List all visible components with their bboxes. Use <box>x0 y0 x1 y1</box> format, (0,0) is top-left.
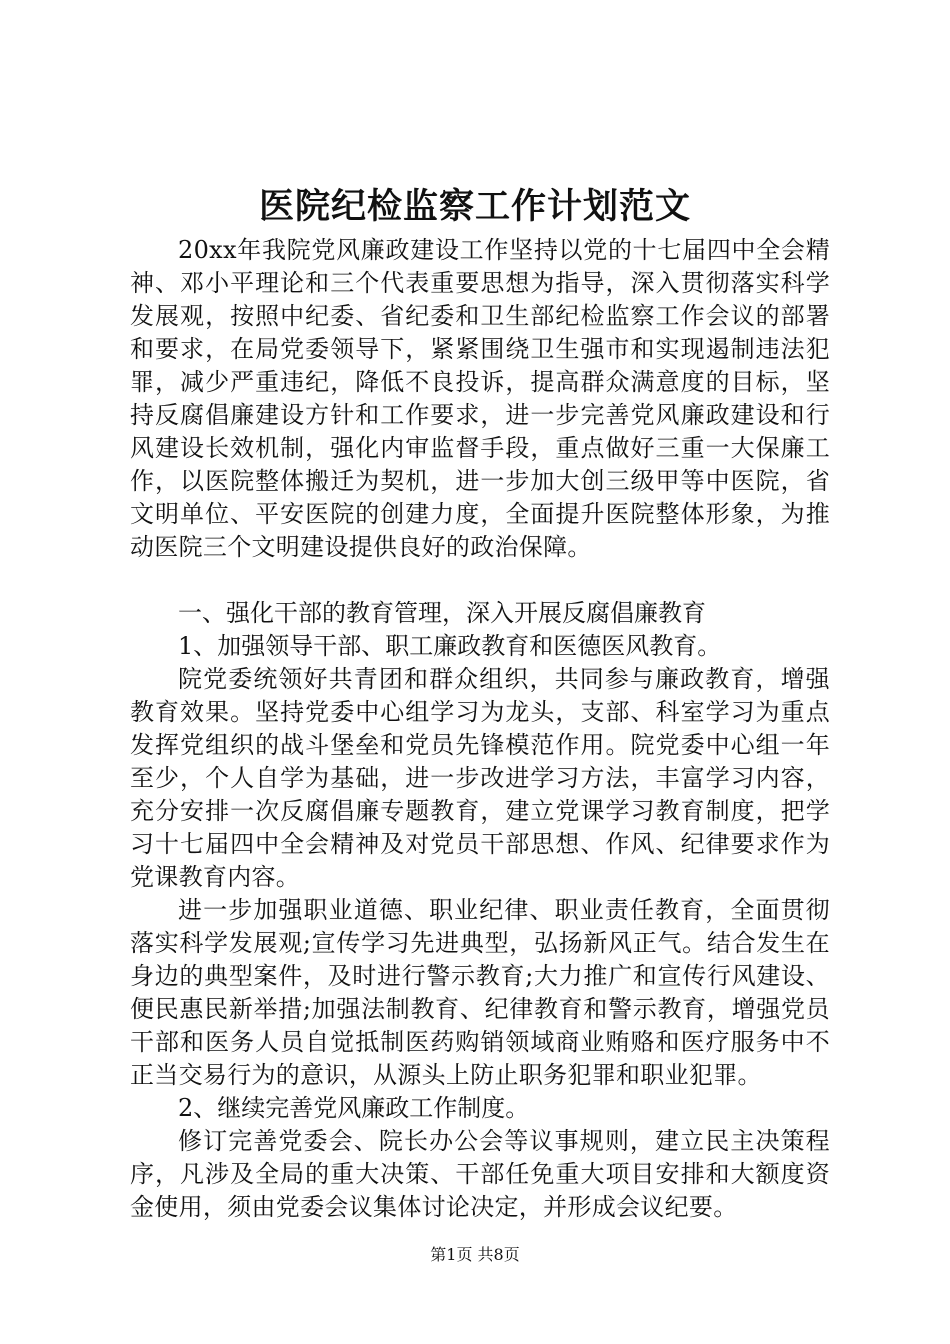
document-title: 医院纪检监察工作计划范文 <box>258 186 691 227</box>
section-heading-1: 一、强化干部的教育管理，深入开展反腐倡廉教育 <box>178 599 706 627</box>
paragraph-gap <box>130 564 830 597</box>
document-body <box>130 234 830 1224</box>
page-number-footer: 第1页 共8页 <box>430 1245 520 1264</box>
body-paragraph: 进一步加强职业道德、职业纪律、职业责任教育，全面贯彻落实科学发展观;宣传学习先进典型，弘扬新风正气。结合发生在身边的典型案件，及时进行警示教育;大力推广和宣传行风建设、便民惠民新举措;加强法制教育、纪律教育和警示教育，增强党员干部和医务人员自觉抵制医药购销领域商业贿赂和医疗服务中不正当交易行为的意识，从源头上防止职务犯罪和职业犯罪。 <box>130 896 830 1089</box>
subsection-heading-1: 1、加强领导干部、职工廉政教育和医德医风教育。 <box>178 632 722 660</box>
intro-paragraph: 20xx年我院党风廉政建设工作坚持以党的十七届四中全会精神、邓小平理论和三个代表重要思想为指导，深入贯彻落实科学发展观，按照中纪委、省纪委和卫生部纪检监察工作会议的部署和要求，在局党委领导下，紧紧围绕卫生强市和实现遏制违法犯罪，减少严重违纪，降低不良投诉，提高群众满意度的目标，坚持反腐倡廉建设方针和工作要求，进一步完善党风廉政建设和行风建设长效机制，强化内审监督手段，重点做好三重一大保廉工作，以医院整体搬迁为契机，进一步加大创三级甲等中医院，省文明单位、平安医院的创建力度，全面提升医院整体形象，为推动医院三个文明建设提供良好的政治保障。 <box>130 236 830 561</box>
subsection-heading-2: 2、继续完善党风廉政工作制度。 <box>178 1094 530 1122</box>
body-paragraph: 修订完善党委会、院长办公会等议事规则，建立民主决策程序，凡涉及全局的重大决策、干部任免重大项目安排和大额度资金使用，须由党委会议集体讨论决定，并形成会议纪要。 <box>130 1127 830 1221</box>
body-paragraph: 院党委统领好共青团和群众组织，共同参与廉政教育，增强教育效果。坚持党委中心组学习为龙头，支部、科室学习为重点发挥党组织的战斗堡垒和党员先锋模范作用。院党委中心组一年至少，个人自学为基础，进一步改进学习方法，丰富学习内容，充分安排一次反腐倡廉专题教育，建立党课学习教育制度，把学习十七届四中全会精神及对党员干部思想、作风、纪律要求作为党课教育内容。 <box>130 665 830 891</box>
